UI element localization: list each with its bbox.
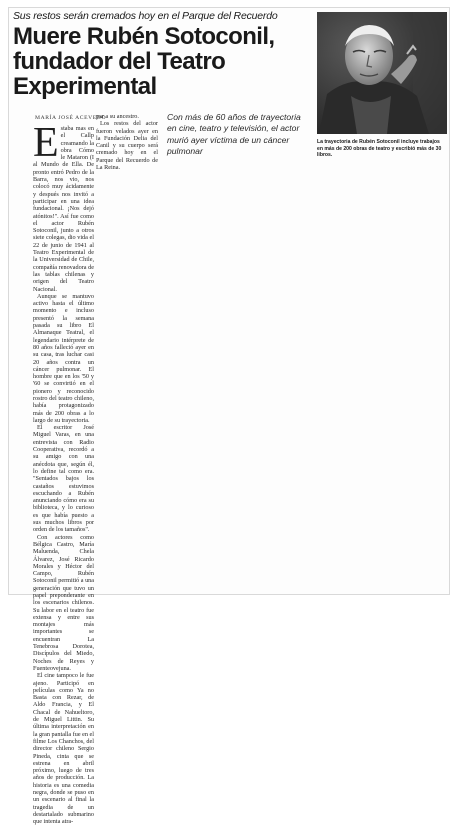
body-paragraph: Con actores como Bélgica Castro, María Maluenda, Chela Álvarez, José Ricardo Morales y Héctor del Campo, Rubén Sotoconil permitió a una generación que tuvo un papel preponderante en los escenarios chilenos. Su labor en el teatro fue extensa y entre sus montajes más importantes se encuentran La Tenebrosa Dorotea, Discípulos del Miedo, Noches de Reyes y Fuenteovejuna. — [33, 533, 95, 672]
opening-text: staba mas en el Callp creamando la obra Cómo le Mataron (I al Mundo de Ella. De pronto entró Pedro de la Barra, nos vio, nos colocó muy ácidamente y después nos invitó a participar en una idea fundacional. ¡Nos dejó atónitos!". Así fue como el actor Rubén Sotoconil, junto a otros siete colegas, dio vida el 22 de junio de 1941 al Teatro Experimental de la Universidad de Chile, compañía renovadora de las tablas chilenas y origen del Teatro Nacional. — [33, 125, 94, 293]
portrait-illustration — [317, 12, 447, 134]
article-kicker: Sus restos serán cremados hoy en el Parque del Recuerdo — [13, 10, 278, 22]
article-lede: Con más de 60 años de trayectoria en cine, teatro y televisión, el actor murió ayer víctima de un cáncer pulmonar — [167, 112, 301, 157]
body-column-1 — [33, 120, 95, 826]
newspaper-clipping — [8, 7, 450, 826]
opening-paragraph — [33, 120, 94, 293]
body-paragraph: Los restos del actor fueron velados ayer en la Fundación Delia del Canil y su cuerpo será cremado hoy en el Parque del Recuerdo de La Reina. — [96, 120, 158, 172]
body-column-2 — [96, 113, 158, 591]
body-paragraph: El cine tampoco le fue ajeno. Participó en películas como Ya no Basta con Rezar, de Aldo Francia, y El Chacal de Nahueltoro, de Miguel Littin. Su última interpretación en la gran pantalla fue en el filme Los Chanchos, del director chileno Sergio Pineda, cinta que se estrena en abril próximo, luego de tres años de producción. La historia es una comedia negra, donde se puso en un escenario al final la tragedia de un destartalado submarino que intenta atra- — [33, 672, 94, 826]
portrait-photo — [317, 12, 447, 134]
article-headline: Muere Rubén Sotoconil, fundador del Teatro Experimental — [13, 23, 275, 100]
article-byline: MARÍA JOSÉ ACEVEDO — [35, 115, 107, 121]
body-paragraph: Aunque se mantuvo activo hasta el último momento e incluso presentó la semana pasada su libro El Almanaque Teatral, el legendario intérprete de 80 años falleció ayer en su casa, tras luchar casi 20 años contra un cáncer pulmonar. El hombre que en los '50 y '60 se convirtió en el pionero y reconocido rostro del teatro chileno, había protagonizado más de 200 obras a lo largo de su trayectoria. — [33, 292, 94, 424]
body-paragraph: El escritor José Miguel Varas, en una entrevista con Radio Cooperativa, recordó a su amigo con una anécdota que, según él, lo define tal como era. "Sentados bajos los castaños estuvimos escuchando a Rubén anunciando cómo era su biblioteca, y lo curioso es que había puesto a sus muchos libros por orden de los tamaños". — [33, 424, 94, 534]
drop-cap: E — [33, 120, 59, 166]
body-paragraph: par a su ancestro. — [96, 113, 139, 120]
photo-caption: La trayectoria de Rubén Sotoconil incluye trabajos en más de 200 obras de teatro y escribió más de 30 libros. — [317, 139, 442, 159]
